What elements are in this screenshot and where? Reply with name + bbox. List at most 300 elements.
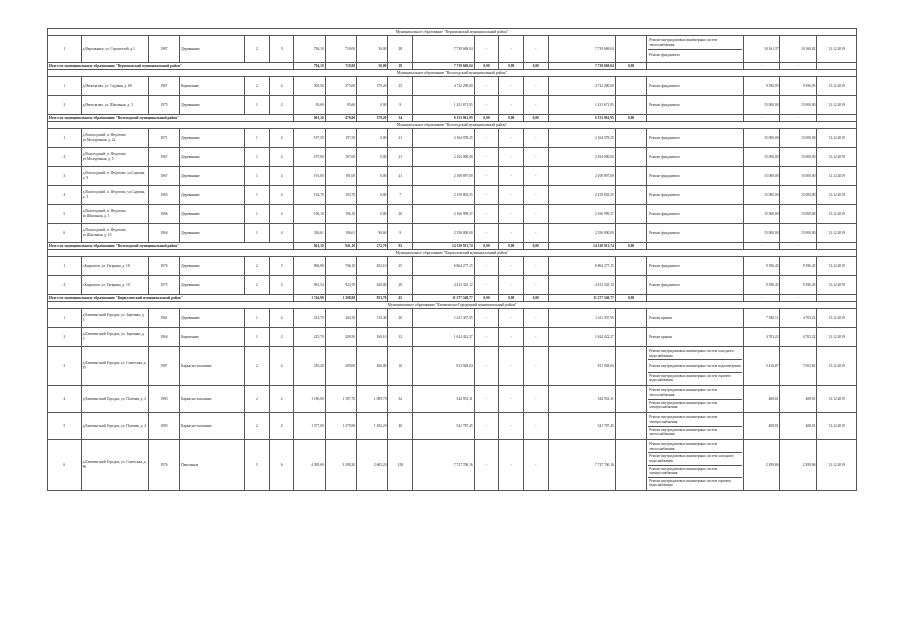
cost-per-sqm-cell: 15 000,00 [743, 129, 780, 148]
empty-cell [615, 148, 646, 167]
floors-cell: 2 [245, 36, 270, 63]
total-label: Итого по муниципальному образованию "Вологодский муниципальный район" [48, 115, 294, 122]
total-c2: 0,00 [499, 295, 524, 302]
year-cell: 1964 [148, 328, 179, 347]
deadline-cell: 31.12.2019 [817, 96, 857, 115]
empty-cell [615, 257, 646, 276]
year-cell: 1976 [148, 257, 179, 276]
cost-col2-cell: - [499, 328, 524, 347]
cost-per-sqm-cell: 3 416,87 [743, 347, 780, 386]
row-number: 5 [48, 413, 82, 440]
residents-cell: 20 [388, 205, 413, 224]
total-empty [647, 295, 743, 302]
cost-per-sqm-cell: 7 920,11 [743, 309, 780, 328]
entrances-cell: 3 [269, 257, 294, 276]
work-item: Ремонт внутридомовых инженерных систем теплоснабжения [649, 427, 718, 437]
works-cell [647, 148, 743, 167]
total-deadline-empty [817, 243, 857, 250]
cost-col3-cell: - [524, 129, 549, 148]
empty-cell [615, 224, 646, 243]
cost-col3-cell: - [524, 205, 549, 224]
table-row [48, 36, 857, 63]
cost-col3-cell: - [524, 413, 549, 440]
deadline-cell: 31.12.2019 [817, 257, 857, 276]
area-living-cell: 1 279,90 [325, 413, 356, 440]
entrances-cell: 2 [269, 413, 294, 440]
cost-col3-cell: - [524, 186, 549, 205]
cost-per-sqm-cell: 2 299,86 [743, 440, 780, 491]
works-cell [647, 186, 743, 205]
total-c1: 0,00 [474, 115, 499, 122]
max-cost-cell: 15 000,00 [780, 96, 817, 115]
cost-col2-cell: - [499, 36, 524, 63]
total-empty [647, 115, 743, 122]
area-living-cell: 196,10 [325, 205, 356, 224]
floors-cell: 1 [245, 328, 270, 347]
area-total-cell: 1 186,00 [294, 386, 325, 413]
cost-cell: 4 722 290,00 [413, 77, 475, 96]
work-item: Ремонт крыши [649, 334, 672, 339]
cost-col1-cell: - [474, 257, 499, 276]
cost-col3-cell: - [524, 148, 549, 167]
deadline-cell: 31.12.2019 [817, 186, 857, 205]
max-cost-cell: 408,81 [780, 386, 817, 413]
entrances-cell: 4 [269, 148, 294, 167]
address-cell: г.Кириллов, ул. Гагарина, д. 18 [81, 257, 148, 276]
cost-cell: 541 787,45 [413, 413, 475, 440]
floors-cell: 1 [245, 309, 270, 328]
address-cell: г.Кириллов, ул. Гагарина, д. 10 [81, 276, 148, 295]
cost-col2-cell: - [499, 257, 524, 276]
total-area-used: 56,00 [357, 63, 388, 70]
max-cost-cell: 408,81 [780, 413, 817, 440]
cost-col1-cell: - [474, 205, 499, 224]
work-item: Ремонт фундамента [649, 192, 680, 197]
deadline-cell: 31.12.2019 [817, 386, 857, 413]
cost-col1-cell: - [474, 309, 499, 328]
municipality-header-row [48, 29, 857, 36]
area-total-cell: 866,90 [294, 257, 325, 276]
address-cell: д.Кичменгский Городок, ул. Советская, д. 96 [81, 440, 148, 491]
area-total-cell: 794,10 [294, 36, 325, 63]
area-total-cell: 336,61 [294, 224, 325, 243]
residents-cell: 25 [388, 77, 413, 96]
area-used-cell: 426,00 [357, 276, 388, 295]
table-row [48, 129, 857, 148]
works-cell [647, 413, 743, 440]
area-used-cell: 1 183,20 [357, 413, 388, 440]
cost-col1-cell: - [474, 186, 499, 205]
area-used-cell: 56,00 [357, 36, 388, 63]
entrances-cell: 2 [269, 328, 294, 347]
area-living-cell: 1 187,70 [325, 386, 356, 413]
max-cost-cell: 10 160,82 [780, 36, 817, 63]
work-item: Ремонт фундамента [649, 282, 680, 287]
total-sum: 11 277 540,77 [548, 295, 615, 302]
works-list [648, 130, 741, 146]
cost-per-sqm-cell: 9 396,95 [743, 77, 780, 96]
row-number: 4 [48, 186, 82, 205]
deadline-cell: 31.12.2019 [817, 129, 857, 148]
total-cost-cell: 1 411 307,95 [548, 309, 615, 328]
deadline-cell: 31.12.2019 [817, 440, 857, 491]
cost-cell: 544 953,31 [413, 386, 475, 413]
cost-cell: 6 864 277,15 [413, 257, 475, 276]
residents-cell: 28 [388, 36, 413, 63]
cost-col3-cell: - [524, 96, 549, 115]
floors-cell: 2 [245, 386, 270, 413]
area-total-cell: 212,70 [294, 309, 325, 328]
total-cost-cell: 4 722 290,00 [548, 77, 615, 96]
total-area-living: 941,10 [325, 243, 356, 250]
wall-material-cell: Деревянные [180, 36, 245, 63]
address-cell: д.Кичменгский Городок, ул. Заречная, д. 5 [81, 328, 148, 347]
empty-cell [615, 36, 646, 63]
total-x: 0,00 [615, 243, 646, 250]
max-cost-cell: 7 003,82 [780, 347, 817, 386]
wall-material-cell: Кирпичные [180, 77, 245, 96]
row-number: 4 [48, 386, 82, 413]
wall-material-cell: Деревянные [180, 224, 245, 243]
area-living-cell: 191,00 [325, 167, 356, 186]
floors-cell: 1 [245, 96, 270, 115]
area-living-cell: 197,00 [325, 148, 356, 167]
area-living-cell: 923,70 [325, 276, 356, 295]
area-used-cell: 0,00 [357, 186, 388, 205]
address-cell: д.Вологодский, п. Федотово, ул.Школьная, д. 10 [81, 224, 148, 243]
work-item: Ремонт внутридомовых инженерных систем водоотведения [648, 360, 741, 372]
total-cost-cell: 4 413 325,12 [548, 276, 615, 295]
works-list [648, 277, 741, 293]
empty-cell [615, 440, 646, 491]
work-item: Ремонт внутридомовых инженерных систем теплоснабжения [648, 37, 741, 50]
year-cell: 1987 [148, 347, 179, 386]
total-c1: 0,00 [474, 295, 499, 302]
address-cell: д.Кичменгский Городок, ул. Заречная, д. 3 [81, 309, 148, 328]
empty-cell [615, 129, 646, 148]
cost-per-sqm-cell: 9 396,45 [743, 257, 780, 276]
deadline-cell: 31.12.2019 [817, 205, 857, 224]
work-item: Ремонт фундамента [649, 52, 680, 57]
table-row [48, 186, 857, 205]
municipality-title: Муниципальное образование "Верховажский муниципальный район" [48, 29, 857, 36]
address-cell: д.Непотягово, ул. Садовая, д. 68 [81, 77, 148, 96]
cost-cell: 813 928,04 [413, 347, 475, 386]
cost-per-sqm-cell: 15 000,00 [743, 224, 780, 243]
section-total-row [48, 243, 857, 250]
row-number: 2 [48, 148, 82, 167]
floors-cell: 2 [245, 347, 270, 386]
total-residents: 83 [388, 243, 413, 250]
max-cost-cell: 15 000,00 [780, 224, 817, 243]
cost-cell: 1 411 307,95 [413, 309, 475, 328]
work-item: Ремонт фундамента [649, 83, 680, 88]
row-number: 1 [48, 129, 82, 148]
repair-program-table [47, 28, 857, 491]
row-number: 1 [48, 77, 82, 96]
works-list [648, 206, 741, 222]
area-total-cell: 1 377,00 [294, 413, 325, 440]
floors-cell: 1 [245, 186, 270, 205]
entrances-cell: 2 [269, 347, 294, 386]
floors-cell: 1 [245, 148, 270, 167]
total-cost-cell: 813 928,04 [548, 347, 615, 386]
year-cell: 1975 [148, 96, 179, 115]
cost-per-sqm-cell: 15 000,00 [743, 148, 780, 167]
municipality-title: Муниципальное образование "Кирилловский муниципальный район" [48, 250, 857, 257]
total-residents: 28 [388, 63, 413, 70]
work-item: Ремонт внутридомовых инженерных систем холодного водоснабжения [648, 453, 741, 465]
table-row [48, 440, 857, 491]
area-used-cell: 0,00 [357, 205, 388, 224]
cost-col2-cell: - [499, 77, 524, 96]
total-cost-cell: 2 166 999,37 [548, 205, 615, 224]
total-empty [647, 243, 743, 250]
row-number: 1 [48, 257, 82, 276]
works-cell [647, 167, 743, 186]
total-c3: 0,00 [524, 63, 549, 70]
cost-col3-cell: - [524, 347, 549, 386]
cost-col2-cell: - [499, 224, 524, 243]
max-cost-cell: 15 000,00 [780, 167, 817, 186]
work-item: Ремонт внутридомовых инженерных систем теплоснабжения [648, 441, 741, 453]
works-cell [647, 328, 743, 347]
empty-cell [615, 276, 646, 295]
max-cost-cell: 9 396,45 [780, 257, 817, 276]
max-cost-cell: 15 000,00 [780, 129, 817, 148]
works-list [648, 387, 741, 411]
total-area-living: 1 208,00 [325, 295, 356, 302]
municipality-title: Муниципальное образование "Вологодский муниципальный район" [48, 70, 857, 77]
total-cost-per: - [743, 243, 780, 250]
total-residents: 45 [388, 295, 413, 302]
section-total-row [48, 63, 857, 70]
works-list [648, 441, 741, 489]
cost-col3-cell: - [524, 224, 549, 243]
cost-col1-cell: - [474, 148, 499, 167]
address-cell: д.Вологодский, п. Федотово, ул.Молодёжная, д. 22 [81, 129, 148, 148]
total-area-living: 470,60 [325, 115, 356, 122]
floors-cell: 5 [245, 440, 270, 491]
cost-col1-cell: - [474, 224, 499, 243]
cost-col1-cell: - [474, 347, 499, 386]
entrances-cell: 4 [269, 205, 294, 224]
deadline-cell: 31.12.2019 [817, 148, 857, 167]
area-total-cell: 310,20 [294, 347, 325, 386]
total-cost-per: - [743, 295, 780, 302]
total-area-living: 718,00 [325, 63, 356, 70]
works-cell [647, 347, 743, 386]
cost-col2-cell: - [499, 129, 524, 148]
residents-cell: 9 [388, 96, 413, 115]
works-list [648, 37, 741, 61]
section-total-row [48, 115, 857, 122]
row-number: 1 [48, 36, 82, 63]
total-max-cost: - [780, 243, 817, 250]
entrances-cell: 6 [269, 440, 294, 491]
table-row [48, 328, 857, 347]
wall-material-cell: Деревянные [180, 205, 245, 224]
cost-per-sqm-cell: 15 000,00 [743, 96, 780, 115]
residents-cell: 16 [388, 347, 413, 386]
cost-col1-cell: - [474, 276, 499, 295]
address-cell: д.Вологодский, п. Федотово, ул.Молодёжная, д. 5 [81, 148, 148, 167]
cost-col2-cell: - [499, 386, 524, 413]
cost-cell: 2 164 078,25 [413, 129, 475, 148]
total-x: 0,00 [615, 115, 646, 122]
total-area-used: 272,70 [357, 243, 388, 250]
area-total-cell: 191,00 [294, 167, 325, 186]
residents-cell: 128 [388, 440, 413, 491]
empty-cell [615, 96, 646, 115]
year-cell: 1965 [148, 186, 179, 205]
area-total-cell: 95,60 [294, 96, 325, 115]
total-cost-cell: 1 624 422,37 [548, 328, 615, 347]
residents-cell: 21 [388, 167, 413, 186]
municipality-header-row [48, 250, 857, 257]
total-area-total: 941,10 [294, 243, 325, 250]
table-row [48, 148, 857, 167]
empty-cell [615, 347, 646, 386]
area-used-cell: 1 089,70 [357, 386, 388, 413]
total-x: 0,00 [615, 295, 646, 302]
wall-material-cell: Деревянные [180, 276, 245, 295]
area-total-cell: 225,70 [294, 328, 325, 347]
area-living-cell: 706,10 [325, 257, 356, 276]
entrances-cell: 3 [269, 36, 294, 63]
work-item: Ремонт крыши [649, 315, 672, 320]
deadline-cell: 31.12.2019 [817, 413, 857, 440]
table-row [48, 257, 857, 276]
residents-cell: 21 [388, 148, 413, 167]
max-cost-cell: 9 396,45 [780, 276, 817, 295]
deadline-cell: 31.12.2019 [817, 347, 857, 386]
table-row [48, 309, 857, 328]
floors-cell: 1 [245, 167, 270, 186]
total-cost: 14 120 913,74 [413, 243, 475, 250]
entrances-cell: 4 [269, 224, 294, 243]
section-total-row [48, 295, 857, 302]
empty-cell [615, 309, 646, 328]
work-item: Ремонт внутридомовых инженерных систем электроснабжения [649, 400, 718, 410]
works-cell [647, 386, 743, 413]
floors-cell: 1 [245, 205, 270, 224]
max-cost-cell: 4 703,22 [780, 328, 817, 347]
area-living-cell: 209,50 [325, 328, 356, 347]
max-cost-cell: 9 396,95 [780, 77, 817, 96]
table-row [48, 77, 857, 96]
cost-col2-cell: - [499, 96, 524, 115]
cost-col2-cell: - [499, 148, 524, 167]
area-used-cell: 90,60 [357, 224, 388, 243]
table-row [48, 224, 857, 243]
empty-cell [615, 328, 646, 347]
works-list [648, 149, 741, 165]
area-total-cell: 505,56 [294, 77, 325, 96]
year-cell: 1967 [148, 167, 179, 186]
deadline-cell: 31.12.2019 [817, 77, 857, 96]
total-sum: 14 120 913,74 [548, 243, 615, 250]
address-cell: д.Кичменгский Городок, ул. Полевая, д. 2 [81, 386, 148, 413]
cost-cell: 2 356 000,00 [413, 224, 475, 243]
cost-cell: 1 624 422,37 [413, 328, 475, 347]
wall-material-cell: Каркасно-засыпные [180, 386, 245, 413]
entrances-cell: 4 [269, 167, 294, 186]
total-cost-cell: 2 108 897,00 [548, 167, 615, 186]
cost-cell: 2 108 897,00 [413, 167, 475, 186]
total-cost-cell: 6 864 277,15 [548, 257, 615, 276]
cost-col3-cell: - [524, 309, 549, 328]
works-cell [647, 309, 743, 328]
empty-cell [615, 186, 646, 205]
cost-col3-cell: - [524, 276, 549, 295]
year-cell: 1976 [148, 440, 179, 491]
area-living-cell: 3 398,20 [325, 440, 356, 491]
area-total-cell: 192,70 [294, 186, 325, 205]
entrances-cell: 2 [269, 309, 294, 328]
year-cell: 1966 [148, 205, 179, 224]
cost-per-sqm-cell: 15 000,00 [743, 205, 780, 224]
cost-col1-cell: - [474, 36, 499, 63]
cost-cell: 7 727 700,16 [413, 440, 475, 491]
row-number: 2 [48, 96, 82, 115]
empty-cell [615, 386, 646, 413]
table-row [48, 205, 857, 224]
residents-cell: 25 [388, 257, 413, 276]
cost-col1-cell: - [474, 96, 499, 115]
wall-material-cell: Деревянные [180, 167, 245, 186]
residents-cell: 40 [388, 413, 413, 440]
row-number: 6 [48, 440, 82, 491]
total-c1: 0,00 [474, 63, 499, 70]
total-max-cost: - [780, 63, 817, 70]
municipality-title: Муниципальное образование "Кичменгско-Городецкий муниципальный район" [48, 302, 857, 309]
residents-cell: 32 [388, 386, 413, 413]
wall-material-cell: Каркасно-засыпные [180, 413, 245, 440]
cost-per-sqm-cell: 408,81 [743, 386, 780, 413]
total-label: Итого по муниципальному образованию "Кирилловский муниципальный район" [48, 295, 294, 302]
deadline-cell: 31.12.2019 [817, 328, 857, 347]
area-used-cell: 0,00 [357, 148, 388, 167]
area-used-cell: 200,00 [357, 347, 388, 386]
total-residents: 34 [388, 115, 413, 122]
table-row [48, 96, 857, 115]
deadline-cell: 31.12.2019 [817, 167, 857, 186]
table-row [48, 347, 857, 386]
floors-cell: 2 [245, 413, 270, 440]
total-cost: 11 277 540,77 [413, 295, 475, 302]
works-cell [647, 224, 743, 243]
entrances-cell: 4 [269, 129, 294, 148]
works-cell [647, 205, 743, 224]
residents-cell: 21 [388, 129, 413, 148]
year-cell: 1967 [148, 77, 179, 96]
total-c3: 0,00 [524, 243, 549, 250]
total-label: Итого по муниципальному образованию "Вологодский муниципальный район" [48, 243, 294, 250]
max-cost-cell: 15 000,00 [780, 205, 817, 224]
address-cell: д.Вологодский, п. Федотово, ул.Школьная, д. 1 [81, 205, 148, 224]
total-cost-cell: 2 159 803,55 [548, 186, 615, 205]
cost-per-sqm-cell: 9 396,45 [743, 276, 780, 295]
municipality-header-row [48, 302, 857, 309]
row-number: 3 [48, 167, 82, 186]
area-used-cell: 110,40 [357, 309, 388, 328]
area-living-cell: 204,10 [325, 309, 356, 328]
total-area-total: 1 744,90 [294, 295, 325, 302]
total-c2: 0,00 [499, 115, 524, 122]
cost-col2-cell: - [499, 309, 524, 328]
deadline-cell: 31.12.2019 [817, 224, 857, 243]
